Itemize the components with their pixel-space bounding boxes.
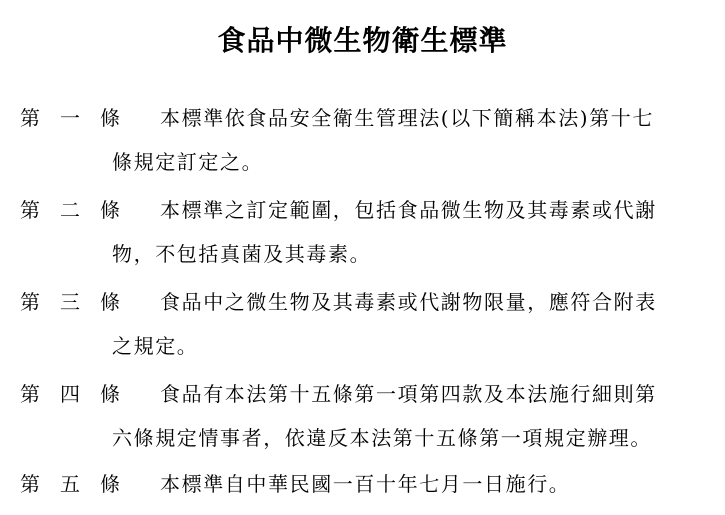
article-label-char: 第 bbox=[20, 106, 40, 130]
article-label-char: 五 bbox=[60, 472, 80, 496]
article-text-line: 本標準自中華民國一百十年七月一日施行。 bbox=[160, 472, 571, 496]
article-label-char: 條 bbox=[100, 472, 120, 496]
article-label-char: 第 bbox=[20, 198, 40, 222]
article-label-char: 條 bbox=[100, 382, 120, 406]
article-label-char: 四 bbox=[60, 382, 80, 406]
article-label bbox=[20, 188, 140, 232]
article-text-line: 食品中之微生物及其毒素或代謝物限量，應符合附表 bbox=[160, 290, 657, 314]
article-label bbox=[20, 96, 140, 140]
article-label-char: 第 bbox=[20, 472, 40, 496]
article-text-line: 物，不包括真菌及其毒素。 bbox=[112, 242, 372, 266]
article-label-char: 條 bbox=[100, 198, 120, 222]
article-label-char: 三 bbox=[60, 290, 80, 314]
article-label-char: 二 bbox=[60, 198, 80, 222]
article-text-line: 六條規定情事者，依違反本法第十五條第一項規定辦理。 bbox=[112, 426, 652, 450]
article-text-line: 本標準之訂定範圍，包括食品微生物及其毒素或代謝 bbox=[160, 198, 657, 222]
article-label-char: 條 bbox=[100, 106, 120, 130]
article-label-char: 條 bbox=[100, 290, 120, 314]
article-text-line: 食品有本法第十五條第一項第四款及本法施行細則第 bbox=[160, 382, 657, 406]
article-label-char: 一 bbox=[60, 106, 80, 130]
article-label bbox=[20, 462, 140, 506]
article-text-line: 之規定。 bbox=[112, 334, 199, 358]
article-label-char: 第 bbox=[20, 290, 40, 314]
document-title: 食品中微生物衛生標準 bbox=[217, 24, 508, 57]
article-text-line: 本標準依食品安全衛生管理法(以下簡稱本法)第十七 bbox=[160, 106, 655, 130]
article-text-line: 條規定訂定之。 bbox=[112, 150, 264, 174]
article-label-char: 第 bbox=[20, 382, 40, 406]
article-label bbox=[20, 280, 140, 324]
article-label bbox=[20, 372, 140, 416]
